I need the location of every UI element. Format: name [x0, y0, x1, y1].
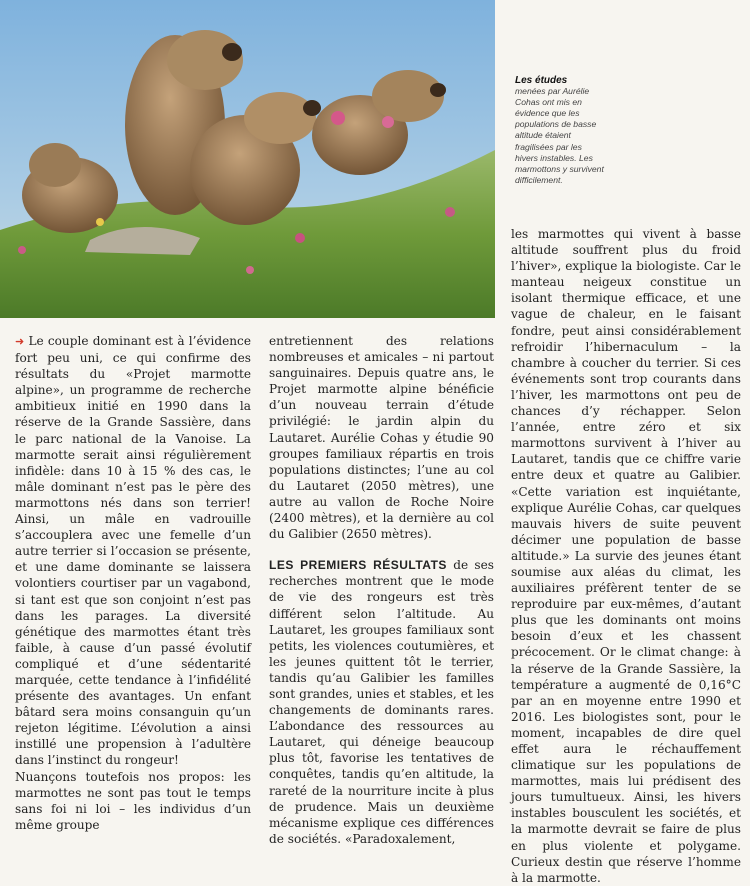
marmots-photo — [0, 0, 495, 318]
article-column-2 — [269, 333, 494, 847]
section-heading: LES PREMIERS RÉSULTATS — [269, 558, 447, 573]
article-column-3 — [511, 226, 741, 886]
paragraph — [15, 333, 251, 769]
paragraph-text: de ses recherches montrent que le mode de vie des rongeurs est très différent selon l’altitude. Au Lautaret, les groupes familiaux sont petits, les violences coutumières, et les jeunes quittent tôt le terrier, tandis qu’au Galibier les familles sont grandes, unies et stables, et les changements de dominants rares. L’abondance des ressources au Lautaret, qui déneige beaucoup plus tôt, favorise les tentatives de conquêtes, tandis qu’en altitude, la rareté de la nourriture incite à plus de prudence. Mais un deuxième mécanisme explique ces différences de sociétés. «Paradoxalement, — [269, 558, 494, 846]
paragraph: les marmottes qui vivent à basse altitude souffrent plus du froid l’hiver», explique la biologiste. Car le manteau neigeux constitue un isolant thermique efficace, et une vague de chaleur, en le faisant fondre, peut ainsi considérablement refroidir l’hibernaculum – la chambre à coucher du terrier. Si ces événements sont trop courants dans l’hiver, les marmottons ont peu de chances d’y réchapper. Selon l’année, entre zéro et six marmottons survivent à l’hiver au Lautaret, tandis que ce chiffre varie entre deux et quatre au Galibier. «Cette variation est inquiétante, explique Aurélie Cohas, car quelques mauvais hivers de suite peuvent décimer une population de basse altitude.» La survie des jeunes étant soumise aux aléas du climat, les auxiliaires préfèrent tenter de se reproduire par eux-mêmes, d’autant plus que les dominants ont moins besoin d’eux et les chassent précocement. Or le climat change: à la réserve de la Grande Sassière, la température a augmenté de 0,16°C par an en moyenne entre 1990 et 2016. Les biologistes sont, pour le moment, incapables de dire quel effet aura le réchauffement climatique sur les populations de marmottes, mais lui prédisent des jours tumultueux. Ainsi, les hivers instables bousculent les sociétés, et la marmotte devrait se faire de plus en plus violente et polygame. Curieux destin que réserve l’homme à la marmotte. — [511, 227, 741, 885]
photo-caption — [515, 75, 607, 186]
caption-body: menées par Aurélie Cohas ont mis en évidence que les populations de basse altitude étaient fragilisées par les hivers instables. Les marmottons y survivent difficilement. — [515, 86, 604, 185]
article-column-1 — [15, 333, 251, 833]
paragraph — [269, 557, 494, 847]
caption-lead: Les études — [515, 75, 568, 86]
paragraph-text: Le couple dominant est à l’évidence fort peu uni, ce qui confirme des résultats du «Projet marmotte alpine», un programme de recherche ambitieux initié en 1990 dans la réserve de la Grande Sassière, dans le parc national de la Vanoise. La marmotte serait ainsi régulièrement infidèle: dans 10 à 15 % des cas, le mâle dominant n’est pas le père des marmottons nés dans son terrier! Ainsi, un mâle en vadrouille s’accouplera avec une femelle d’un autre terrier si l’occasion se présente, et une dame dominante se laissera volontiers courtiser par un vagabond, si tant est que son conjoint n’est pas dans les parages. La diversité génétique des marmottes étant très faible, à cause d’un passé évolutif compliqué et d’une sédentarité marquée, cette tendance à l’infidélité présente des avantages. Un enfant bâtard sera moins consanguin qu’un rejeton légitime. L’évolution a ainsi instillé une propension à l’adultère dans l’instinct du rongeur! — [15, 334, 251, 768]
paragraph: Nuançons toutefois nos propos: les marmottes ne sont pas tout le temps sans foi ni loi – les individus d’un même groupe — [15, 769, 251, 832]
paragraph: entretiennent des relations nombreuses et amicales – ni partout sanguinaires. Depuis quatre ans, le Projet marmotte alpine bénéficie d’un nouveau terrain d’étude privilégié: le jardin alpin du Lautaret. Aurélie Cohas y étudie 90 groupes familiaux répartis en trois populations distinctes; l’une au col du Lautaret (2050 mètres), une autre au vallon de Roche Noire (2400 mètres), et la dernière au col du Galibier (2650 mètres). — [269, 334, 494, 542]
continuation-arrow-icon: ➜ — [15, 336, 25, 348]
